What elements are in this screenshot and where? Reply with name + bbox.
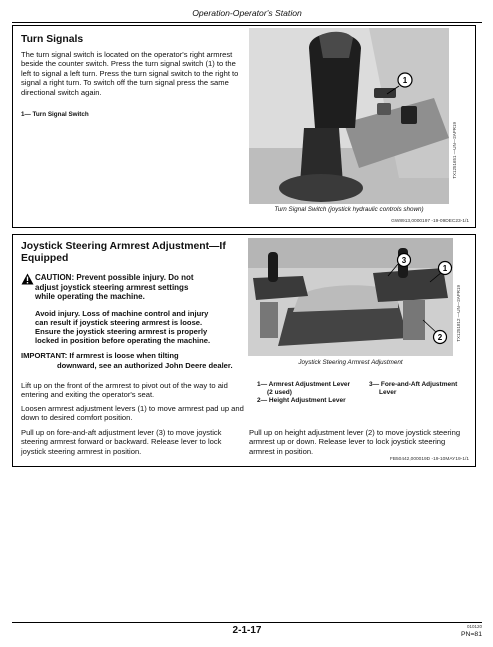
- armrest-callout-2: 2: [437, 333, 443, 342]
- footer-small-code: 010120: [466, 624, 482, 629]
- page-header: [12, 6, 482, 23]
- armrest-ref-code: FB50442,000019D -19-10MAY19-1/1: [389, 457, 469, 462]
- legend-3-line-a: 3— Fore-and-Aft Adjustment: [369, 381, 458, 388]
- armrest-figure: [248, 238, 453, 356]
- avoid-line-2: can result if joystick steering armrest is loose.: [35, 317, 203, 327]
- page-number: 2-1-17: [232, 625, 262, 636]
- armrest-illustration: [248, 238, 453, 356]
- turn-signal-figure: [249, 28, 449, 204]
- armrest-para-2: Loosen armrest adjustment levers (1) to move armrest pad up and down to desired comfort position.: [21, 404, 244, 423]
- legend-1-line-b: (2 used): [267, 389, 292, 396]
- caution-line-1: CAUTION: Prevent possible injury. Do not: [35, 273, 194, 282]
- armrest-text-column: [21, 241, 241, 370]
- avoid-injury-block: [21, 309, 241, 346]
- page-header-title: Operation-Operator's Station: [192, 8, 302, 18]
- turn-signals-body: The turn signal switch is located on the operator's right armrest beside the counter switch. Press the turn signal switch (1) to the left to signal a left turn. Press the turn signal switch to the right to signal a right turn. To switch off the turn signal press the same directional switch again.: [21, 50, 239, 97]
- section-turn-signals: [12, 25, 476, 228]
- turn-signals-text: [21, 34, 239, 125]
- armrest-callout-1: 1: [442, 264, 448, 273]
- warning-triangle-icon: [21, 273, 34, 285]
- section-title-armrest-line1: Joystick Steering Armrest Adjustment—If: [21, 241, 226, 252]
- armrest-legend-1: [257, 381, 367, 405]
- legend-2: 2— Height Adjustment Lever: [257, 397, 346, 404]
- armrest-para-3: Pull up on fore-and-aft adjustment lever (3) to move joystick steering armrest forward or backward. Release lever to lock joystick steering armrest in position.: [21, 428, 222, 456]
- caution-line-2: adjust joystick steering armrest settings: [35, 282, 189, 292]
- section-title-armrest-line2: Equipped: [21, 253, 69, 264]
- turn-signal-side-code: TX1251651 —UN—2APR19: [452, 122, 457, 179]
- avoid-line-4: locked in position before operating the machine.: [35, 336, 211, 346]
- avoid-line-3: Ensure the joystick steering armrest is properly: [35, 326, 208, 336]
- legend-1-line-a: 1— Armrest Adjustment Lever: [257, 381, 351, 388]
- section-title-turn-signals: Turn Signals: [21, 34, 84, 45]
- armrest-para-1: Lift up on the front of the armrest to pivot out of the way to aid entering and exiting the operator's seat.: [21, 381, 228, 400]
- footer-pn: PN=81: [461, 631, 482, 638]
- caution-block: [21, 273, 241, 302]
- caution-line-3: while operating the machine.: [35, 292, 145, 301]
- page-footer: [12, 622, 482, 638]
- turn-signal-ref-code: GW8913,0000197 -19-09DEC23-1/1: [391, 219, 469, 224]
- turn-signal-callout: 1: [402, 76, 408, 85]
- armrest-callout-3: 3: [401, 256, 407, 265]
- important-line-2: downward, see an authorized John Deere dealer.: [57, 360, 233, 370]
- legend-3-line-b: Lever: [379, 389, 397, 396]
- important-block: [21, 351, 241, 369]
- turn-signal-illustration: [249, 28, 449, 204]
- armrest-figure-caption: Joystick Steering Armrest Adjustment: [298, 359, 403, 366]
- armrest-para-4: Pull up on height adjustment lever (2) to move joystick steering armrest up or down. Release lever to lock joystick steering armrest in position.: [249, 428, 461, 456]
- avoid-line-1: Avoid injury. Loss of machine control and injury: [35, 308, 209, 318]
- turn-signals-legend: 1— Turn Signal Switch: [21, 111, 89, 119]
- section-armrest-adjustment: [12, 234, 476, 467]
- turn-signal-figure-caption: Turn Signal Switch (joystick hydraulic controls shown): [274, 206, 424, 213]
- armrest-legend-3: [369, 381, 469, 397]
- important-line-1: IMPORTANT: If armrest is loose when tilting: [21, 351, 179, 361]
- armrest-side-code: TX1251812 —UN—2APR19: [456, 285, 461, 342]
